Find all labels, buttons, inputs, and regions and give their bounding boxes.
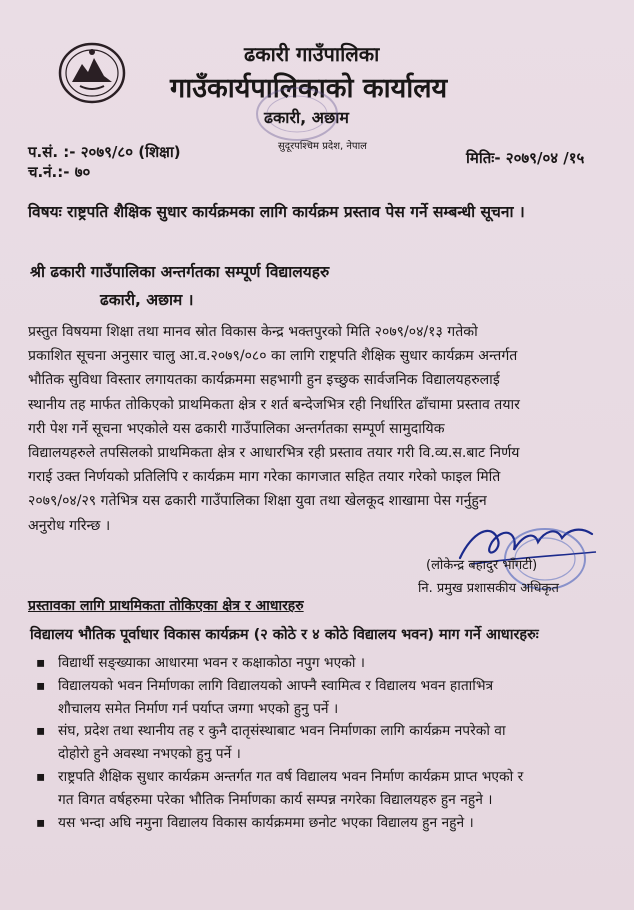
body-line: २०७९/०४/२९ गतेभित्र यस ढकारी गाउँपालिका शिक्षा युवा तथा खेलकूद शाखामा पेस गर्नुहुन [28, 493, 487, 510]
body-line: प्रस्तुत विषयमा शिक्षा तथा मानव स्रोत विकास केन्द्र भक्तपुरको मिति २०७९/०४/१३ गतेको [28, 324, 478, 340]
criteria-item [36, 652, 523, 675]
criteria-line: राष्ट्रपति शैक्षिक सुधार कार्यक्रम अन्तर्गत गत वर्ष विद्यालय भवन निर्माण कार्यक्रम प्राप्त भएको र [58, 768, 524, 785]
body-line: गरी पेश गर्ने सूचना भएकोले यस ढकारी गाउँपालिका अन्तर्गतका सम्पूर्ण सामुदायिक [28, 420, 445, 437]
bullet-icon: ▪ [36, 814, 46, 831]
body-line: प्रकाशित सूचना अनुसार चालु आ.व.२०७९/०८० का लागि राष्ट्रपति शैक्षिक सुधार कार्यक्रम अन्तर्गत [28, 348, 518, 365]
criteria-item [36, 675, 523, 721]
criteria-item [36, 766, 524, 812]
criteria-heading: विद्यालय भौतिक पूर्वाधार विकास कार्यक्रम (२ कोठे र ४ कोठे विद्यालय भवन) माग गर्ने आधारहरुः [30, 627, 539, 643]
org-name-small: ढकारी गाउँपालिका [244, 42, 380, 66]
bullet-icon: ▪ [36, 723, 46, 740]
dispatch-number: च.नं.:- ७० [28, 163, 91, 181]
body-line: स्थानीय तह मार्फत तोकिएको प्राथमिकता क्षेत्र र शर्त बन्देजभित्र रही निर्धारित ढाँचामा प्रस्ताव तयार [28, 396, 520, 413]
letter-body [28, 320, 520, 538]
org-name-title: गाउँकार्यपालिकाको कार्यालय [170, 73, 448, 104]
letter-date: मितिः- २०७९/०४ /१५ [466, 149, 585, 167]
government-emblem-icon [58, 42, 126, 104]
criteria-line: संघ, प्रदेश तथा स्थानीय तह र कुनै दातृसंस्थाबाट भवन निर्माणका लागि कार्यक्रम नपरेको वा [58, 723, 506, 740]
criteria-item [36, 720, 523, 766]
criteria-line: विद्यालयको भवन निर्माणका लागि विद्यालयको आफ्नै स्वामित्व र विद्यालय भवन हाताभित्र [58, 677, 494, 694]
criteria-line: यस भन्दा अघि नमुना विद्यालय विकास कार्यक्रममा छनोट भएका विद्यालय हुन नहुने । [58, 814, 474, 831]
province-label: सुदूरपश्चिम प्रदेश, नेपाल [278, 141, 367, 152]
signatory-name: (लोकेन्द्र बहादुर भाँगटी) [426, 558, 538, 573]
body-line: विद्यालयहरुले तपसिलको प्राथमिकता क्षेत्र र आधारभित्र रही प्रस्ताव तयार गरी वि.व्य.स.बाट निर्णय [28, 445, 520, 462]
body-line: गराई उक्त निर्णयको प्रतिलिपि र कार्यक्रम माग गरेका कागजात सहित तयार गरेको फाइल मिति [28, 469, 501, 486]
recipient-line: श्री ढकारी गाउँपालिका अन्तर्गतका सम्पूर्ण विद्यालयहरु [30, 263, 330, 281]
criteria-line: विद्यार्थी सङ्ख्याका आधारमा भवन र कक्षाकोठा नपुग भएको । [58, 655, 366, 671]
bullet-icon: ▪ [36, 677, 46, 694]
criteria-line: शौचालय समेत निर्माण गर्न पर्याप्त जग्गा भएको हुनु पर्ने । [58, 700, 339, 717]
bullet-icon: ▪ [36, 655, 46, 671]
body-line: भौतिक सुविधा विस्तार लगायतका कार्यक्रममा सहभागी हुन इच्छुक सार्वजनिक विद्यालयहरुलाई [28, 372, 500, 389]
office-seal-stamp [252, 84, 342, 144]
letter-number: प.सं. :- २०७९/८० (शिक्षा) [28, 143, 181, 161]
recipient-address: ढकारी, अछाम । [100, 291, 194, 309]
org-location: ढकारी, अछाम [264, 108, 349, 127]
criteria-line: दोहोरो हुने अवस्था नभएको हुनु पर्ने । [58, 746, 241, 763]
criteria-item [36, 812, 523, 835]
bullet-icon: ▪ [36, 768, 46, 785]
body-line: अनुरोध गरिन्छ । [28, 517, 111, 534]
criteria-list [36, 652, 524, 834]
subject-line: विषयः राष्ट्रपति शैक्षिक सुधार कार्यक्रमका लागि कार्यक्रम प्रस्ताव पेस गर्ने सम्बन्धी सूचना । [28, 203, 525, 221]
section-title: प्रस्तावका लागि प्राथमिकता तोकिएका क्षेत्र र आधारहरु [28, 598, 304, 614]
signatory-title: नि. प्रमुख प्रशासकीय अधिकृत [418, 581, 559, 596]
criteria-line: गत विगत वर्षहरुमा परेका भौतिक निर्माणका कार्य सम्पन्न नगरेका विद्यालयहरु हुन नहुने । [58, 791, 493, 808]
